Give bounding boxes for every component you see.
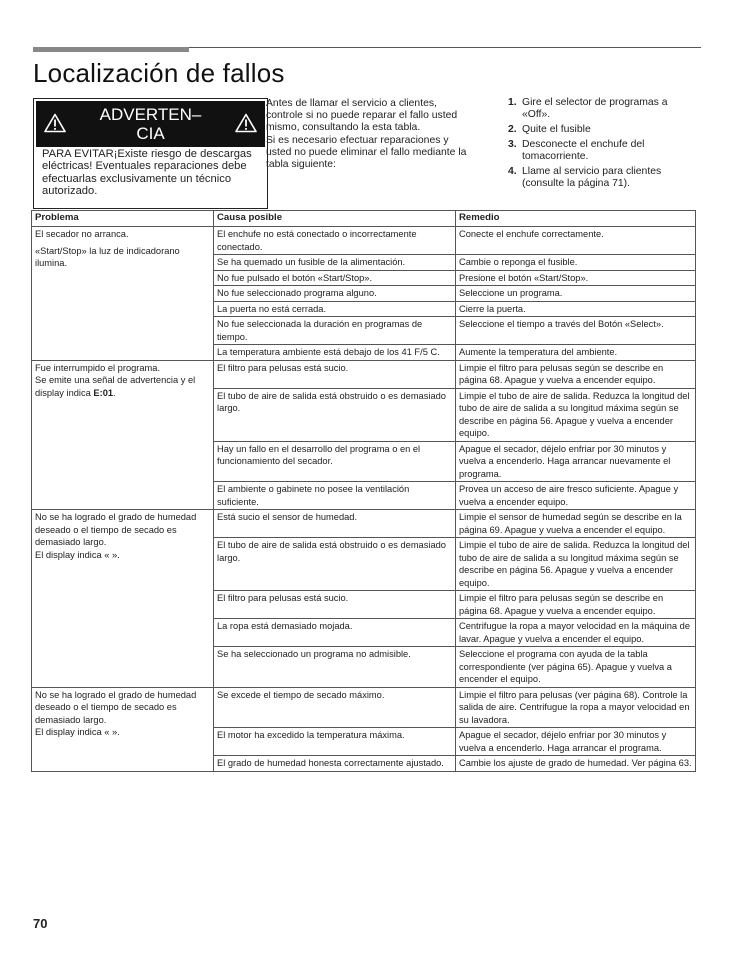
remedy-cell: Seleccione el programa con ayuda de la tabla correspondiente (ver página 65). Apague y vuelva a encender el equipo. [456,647,696,688]
cause-cell: La temperatura ambiente está debajo de los 41 F/5 C. [214,345,456,361]
table-header-row [32,211,696,227]
remedy-cell: Provea un acceso de aire fresco suficiente. Apague y vuelva a encender equipo. [456,482,696,510]
cause-cell: La puerta no está cerrada. [214,301,456,317]
cause-cell: El tubo de aire de salida está obstruido o es demasiado largo. [214,538,456,591]
remedy-cell: Apague el secador, déjelo enfriar por 30 minutos y vuelva a encenderlo. Haga arrancar nuevamente el programa. [456,441,696,482]
problem-text: Fue interrumpido el programa. [35,362,161,373]
header-accent-bar [33,47,189,52]
remedy-cell: Cierre la puerta. [456,301,696,317]
step-text: Llame al servicio para clientes (consulte la página 71). [522,165,662,189]
remedy-cell: Limpie el filtro para pelusas según se describe en página 68. Apague y vuelva a encender equipo. [456,360,696,388]
step-item [508,166,698,190]
remedy-cell: Cambie o reponga el fusible. [456,255,696,271]
error-code: E:01 [93,387,114,398]
problem-text: El display indica « ». [35,549,120,560]
cause-cell: Hay un fallo en el desarrollo del programa o en el funcionamiento del secador. [214,441,456,482]
remedy-cell: Aumente la temperatura del ambiente. [456,345,696,361]
intro-paragraph: Antes de llamar el servicio a clientes, controle si no puede reparar el fallo usted mismo, consultando la esta tabla. [266,98,458,134]
remedy-cell: Centrifugue la ropa a mayor velocidad en la máquina de lavar. Apague y vuelva a encender el equipo. [456,619,696,647]
remedy-cell: Limpie el tubo de aire de salida. Reduzca la longitud del tubo de aire de salida a su longitud máxima según se describe en página 56. Apague y vuelva a encender equipo. [456,388,696,441]
step-number: 2. [508,123,517,135]
cause-cell: El grado de humedad honesta correctamente ajustado. [214,756,456,772]
page-title: Localización de fallos [33,58,285,88]
cause-cell: No fue seleccionada la duración en programas de tiempo. [214,317,456,345]
problem-cell [32,360,214,510]
problem-text [35,374,210,399]
remedy-cell: Limpie el filtro para pelusas (ver página 68). Controle la salida de aire. Centrifugue la ropa a mayor velocidad en su lavadora. [456,687,696,728]
step-text: Gire el selector de programas a «Off». [522,97,668,121]
remedy-cell: Limpie el filtro para pelusas según se describe en página 68. Apague y vuelva a encender equipo. [456,591,696,619]
warning-box [33,98,268,209]
remedy-cell: Apague el secador, déjelo enfriar por 30 minutos y vuelva a encenderlo. Haga arrancar el programa. [456,728,696,756]
intro-paragraph: Si es necesario efectuar reparaciones y usted no puede eliminar el fallo mediante la tabla siguiente: [266,134,467,171]
cause-cell: El filtro para pelusas está sucio. [214,591,456,619]
remedy-cell: Limpie el tubo de aire de salida. Reduzca la longitud del tubo de aire de salida a su longitud máxima según se describe en página 56. Apague y vuelva a encender equipo. [456,538,696,591]
table-row [32,510,696,538]
cause-cell: El ambiente o gabinete no posee la ventilación suficiente. [214,482,456,510]
cause-cell: Se ha seleccionado un programa no admisible. [214,647,456,688]
step-item [508,139,698,163]
column-header-problem: Problema [32,211,214,227]
step-item [508,124,698,136]
problem-cell [32,687,214,771]
remedy-cell: Cambie los ajuste de grado de humedad. Ver página 63. [456,756,696,772]
warning-title [36,105,265,143]
step-text: Quite el fusible [522,123,591,135]
problem-text: «Start/Stop» la luz de indicadorano ilumina. [35,245,180,268]
problem-cell [32,227,214,361]
steps-list [508,97,698,192]
cause-cell: Se ha quemado un fusible de la alimentación. [214,255,456,271]
problem-text: El display indica « ». [35,727,120,737]
problem-text: No se ha logrado el grado de humedad deseado o el tiempo de secado es demasiado largo. [35,512,197,547]
problem-text-part: Se emite una señal de advertencia y el display indica [35,375,196,398]
table-row [32,227,696,255]
problem-cell [32,510,214,688]
column-header-remedy: Remedio [456,211,696,227]
problem-text-part: . [113,387,116,398]
warning-title-line2: CIA [136,124,165,143]
remedy-cell: Presione el botón «Start/Stop». [456,270,696,286]
cause-cell: Se excede el tiempo de secado máximo. [214,687,456,728]
warning-triangle-icon [235,113,257,133]
cause-cell: Está sucio el sensor de humedad. [214,510,456,538]
remedy-cell: Seleccione el tiempo a través del Botón «Select». [456,317,696,345]
table-row [32,360,696,388]
cause-cell: La ropa está demasiado mojada. [214,619,456,647]
cause-cell: El enchufe no está conectado o incorrectamente conectado. [214,227,456,255]
problem-text: No se ha logrado el grado de humedad deseado o el tiempo de secado es demasiado largo. [35,689,197,725]
cause-cell: El motor ha excedido la temperatura máxima. [214,728,456,756]
cause-cell: El filtro para pelusas está sucio. [214,360,456,388]
troubleshooting-table [31,210,696,772]
cause-cell: No fue seleccionado programa alguno. [214,286,456,302]
intro-text [266,98,476,171]
cause-cell: No fue pulsado el botón «Start/Stop». [214,270,456,286]
warning-title-line1: ADVERTEN– [99,105,202,124]
step-number: 1. [508,97,517,108]
cause-cell: El tubo de aire de salida está obstruido o es demasiado largo. [214,388,456,441]
remedy-cell: Limpie el sensor de humedad según se describe en la página 69. Apague y vuelva a encender el equipo. [456,510,696,538]
column-header-cause: Causa posible [214,211,456,227]
warning-text: PARA EVITAR¡Existe riesgo de descargas eléctricas! Eventuales reparaciones debe efectuarlas exclusivamente un técnico autorizado. [42,148,252,197]
step-item [508,97,698,121]
warning-header [36,101,265,147]
remedy-cell: Conecte el enchufe correctamente. [456,227,696,255]
step-number: 4. [508,165,517,177]
remedy-cell: Seleccione un programa. [456,286,696,302]
page-number: 70 [33,916,48,931]
problem-text: El secador no arranca. [35,229,129,239]
step-number: 3. [508,138,517,150]
table-row [32,687,696,728]
step-text: Desconecte el enchufe del tomacorriente. [522,138,645,162]
